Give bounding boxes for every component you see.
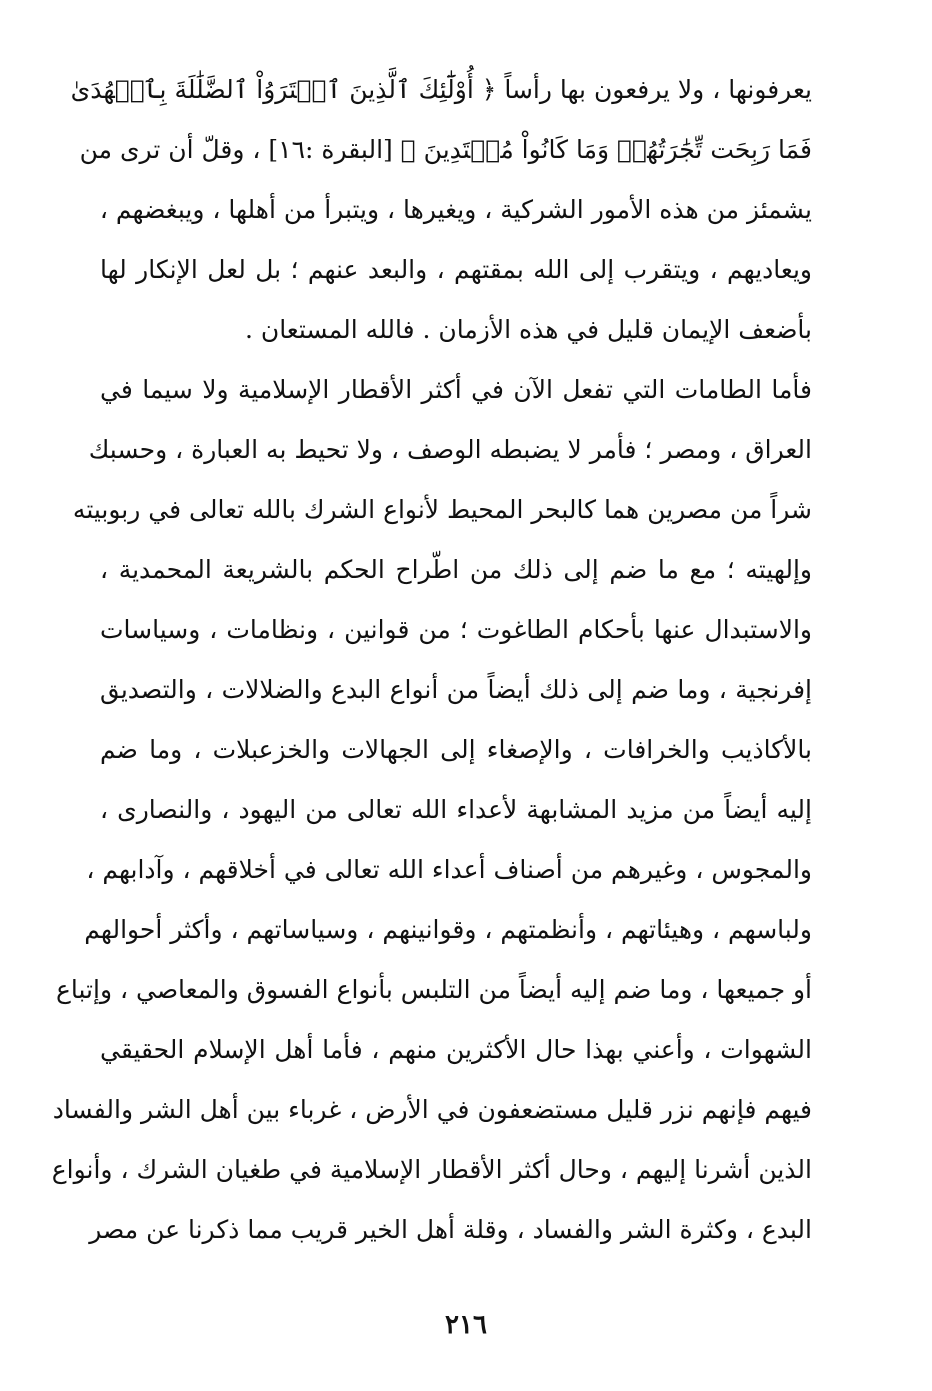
text-line-18: فيهم فإنهم نزر قليل مستضعفون في الأرض ، غرباء بين أهل الشر والفساد [52,1095,812,1124]
page-number: ٢١٦ [445,1310,487,1340]
text-line-4: ويعاديهم ، ويتقرب إلى الله بمقتهم ، والبعد عنهم ؛ بل لعل الإنكار لها [100,255,812,284]
text-line-12: بالأكاذيب والخرافات ، والإصغاء إلى الجهالات والخزعبلات ، وما ضم [100,735,812,764]
text-line-14: والمجوس ، وغيرهم من أصناف أعداء الله تعالى في أخلاقهم ، وآدابهم ، [86,855,812,884]
body-text [51,60,812,1260]
text-line-20: البدع ، وكثرة الشر والفساد ، وقلة أهل الخير قريب مما ذكرنا عن مصر [89,1215,812,1244]
text-line-11: إفرنجية ، وما ضم إلى ذلك أيضاً من أنواع البدع والضلالات ، والتصديق [100,675,812,704]
text-line-17: الشهوات ، وأعني بهذا حال الأكثرين منهم ، فأما أهل الإسلام الحقيقي [100,1035,812,1064]
text-line-9: وإلهيته ؛ مع ما ضم إلى ذلك من اطّراح الحكم بالشريعة المحمدية ، [100,555,812,584]
text-line-8: شراً من مصرين هما كالبحر المحيط لأنواع الشرك بالله تعالى في ربوبيته [72,495,812,524]
text-line-1: يعرفونها ، ولا يرفعون بها رأساً ﴿ أُوْلَٰٓئِكَ ٱلَّذِينَ ٱشۡتَرَوُاْ ٱلضَّلَٰلَةَ بِٱلۡهُدَىٰ [70,75,812,104]
text-line-13: إليه أيضاً من مزيد المشابهة لأعداء الله تعالى من اليهود ، والنصارى ، [100,795,812,824]
text-line-16: أو جميعها ، وما ضم إليه أيضاً من التلبس بأنواع الفسوق والمعاصي ، وإتباع [55,975,812,1004]
text-line-19: الذين أشرنا إليهم ، وحال أكثر الأقطار الإسلامية في طغيان الشرك ، وأنواع [51,1155,812,1184]
text-line-5: بأضعف الإيمان قليل في هذه الأزمان . فالله المستعان . [244,315,812,344]
text-line-6: فأما الطامات التي تفعل الآن في أكثر الأقطار الإسلامية ولا سيما في [100,375,812,404]
text-line-2: فَمَا رَبِحَت تِّجَٰرَتُهُمۡ وَمَا كَانُواْ مُهۡتَدِينَ ﴾ [البقرة :١٦] ، وقلّ أن ترى من [79,135,812,164]
text-line-15: ولباسهم ، وهيئاتهم ، وأنظمتهم ، وقوانينهم ، وسياساتهم ، وأكثر أحوالهم [84,915,812,944]
text-line-7: العراق ، ومصر ؛ فأمر لا يضبطه الوصف ، ولا تحيط به العبارة ، وحسبك [88,435,812,464]
text-line-10: والاستبدال عنها بأحكام الطاغوت ؛ من قوانين ، ونظامات ، وسياسات [100,615,812,644]
text-line-3: يشمئز من هذه الأمور الشركية ، ويغيرها ، ويتبرأ من أهلها ، ويبغضهم ، [99,195,812,224]
